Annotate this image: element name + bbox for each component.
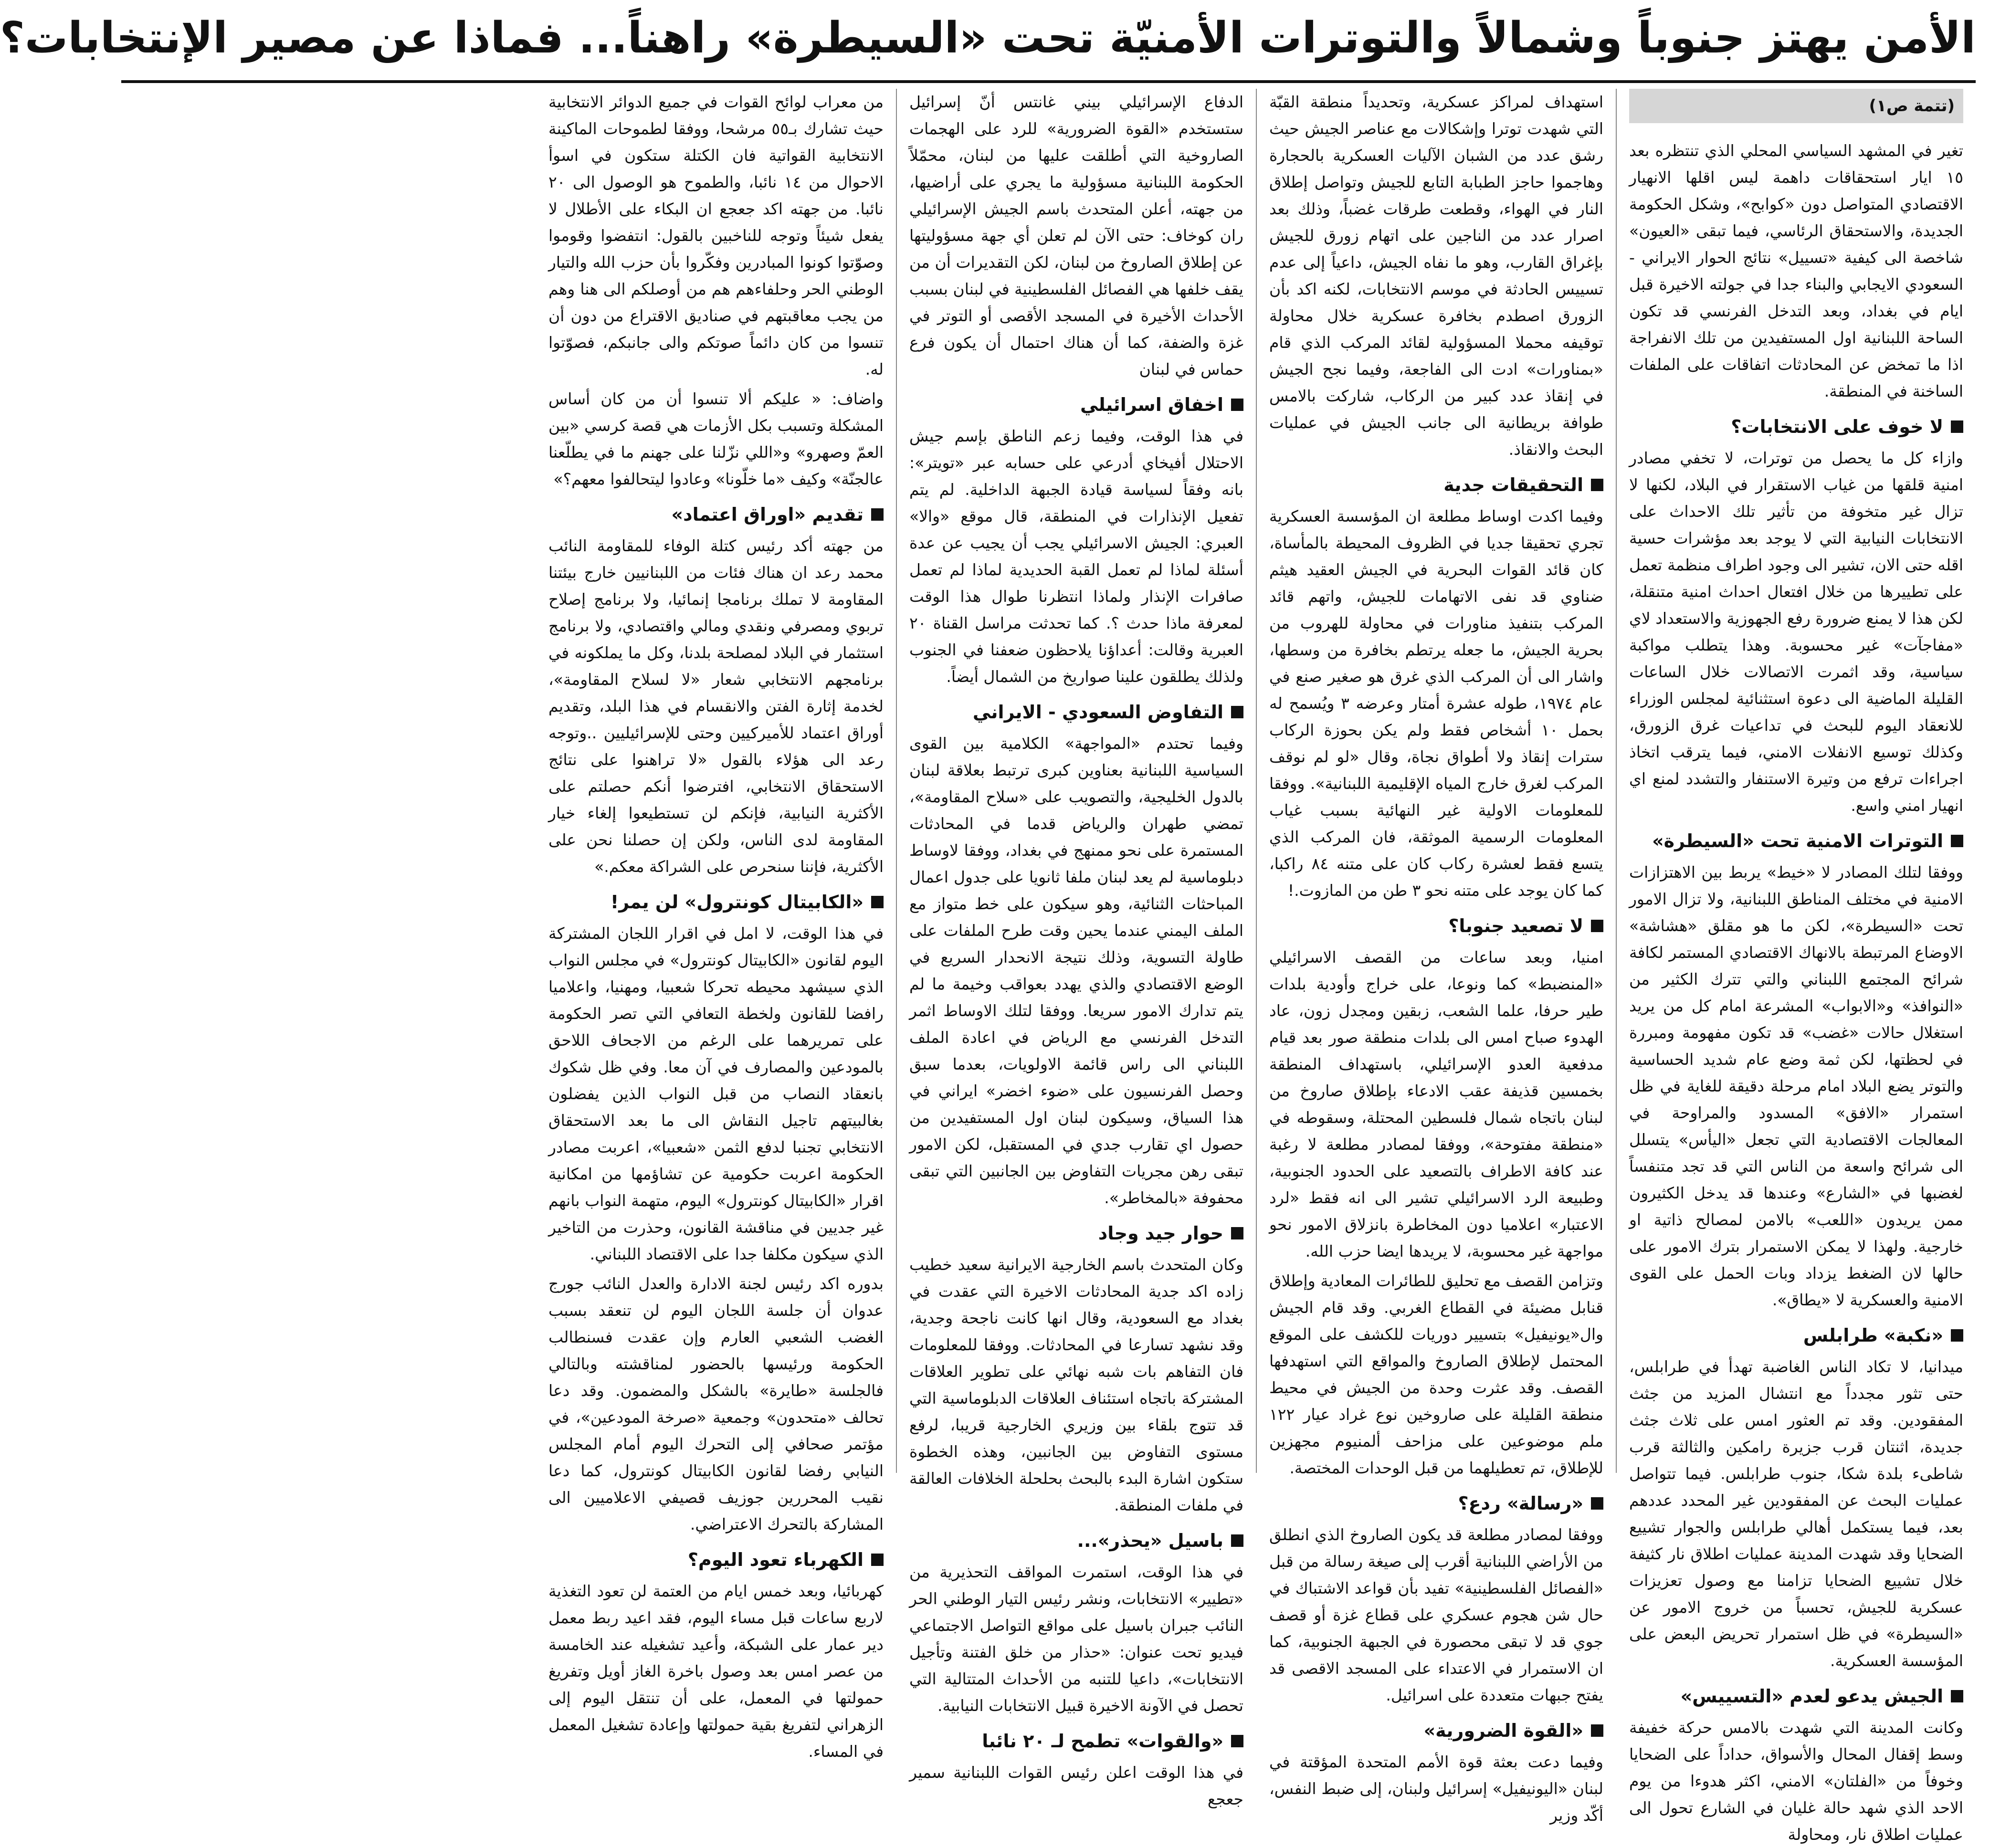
section-subheading bbox=[548, 501, 884, 528]
body-paragraph: وفيما اكدت اوساط مطلعة ان المؤسسة العسكرية تجري تحقيقا جديا في الظروف المحيطة بالمأساة، كان قائد القوات البحرية في الجيش العقيد هيثم ضناوي قد نفى الاتهامات للجيش، واتهم قائد المركب بتنفيذ مناورات في محاولة للهروب من بحرية الجيش، ما جعله يرتطم بخافرة من وسطها، واشار الى أن المركب الذي غرق هو صغير صنع في عام ١٩٧٤، طوله عشرة أمتار وعرضه ٣ ويُسمح له بحمل ١٠ أشخاص فقط ولم يكن بحوزة الركاب سترات إنقاذ ولا أطواق نجاة، وقال «لو لم نوقف المركب لغرق خارج المياه الإقليمية اللبنانية». ووفقا للمعلومات الاولية غير النهائية بسبب غياب المعلومات الرسمية الموثقة، فان المركب الذي يتسع فقط لعشرة ركاب كان على متنه ٨٤ راكبا، كما كان يوجد على متنه نحو ٣ طن من المازوت.! bbox=[1269, 507, 1604, 900]
body-paragraph: واضاف: « عليكم ألا تنسوا أن من كان أساس المشكلة وتسبب بكل الأزمات هي قصة كرسي «بين العمّ وصهرو» و«اللي نزّلنا على جهنم ما في يطلّعنا عالجنّة» وكيف «ما خلّونا» وعادوا ليتحالفوا معهم؟» bbox=[548, 389, 884, 488]
subheading-text: التفاوض السعودي - الايراني bbox=[972, 702, 1223, 723]
square-bullet-icon bbox=[1231, 1227, 1243, 1239]
subheading-text: «القوة الضرورية» bbox=[1423, 1720, 1583, 1741]
subheading-text: اخفاق اسرائيلي bbox=[1080, 394, 1223, 415]
section-subheading bbox=[1269, 913, 1603, 939]
section-subheading bbox=[1269, 1490, 1603, 1517]
body-paragraph: وكانت المدينة التي شهدت بالامس حركة خفيفة وسط إقفال المحال والأسواق، حداداً على الضحايا وخوفاً من «الفلتان» الامني، اكثر هدوءا من يوم الاحد الذي شهد حالة غليان في الشارع تحول الى عمليات اطلاق نار، ومحاولة bbox=[1629, 1718, 1963, 1844]
section-subheading bbox=[1629, 413, 1963, 440]
square-bullet-icon bbox=[1951, 1329, 1963, 1342]
section-subheading bbox=[909, 391, 1243, 418]
body-paragraph: في هذا الوقت، استمرت المواقف التحذيرية من «تطيير» الانتخابات، ونشر رئيس التيار الوطني الحر النائب جبران باسيل على مواقع التواصل الاجتماعي فيديو تحت عنوان: «حذار من خلق الفتنة وتأجيل الانتخابات»، داعيا للتنبه من الأحداث المتتالية التي تحصل في الآونة الاخيرة قبيل الانتخابات النيابية. bbox=[909, 1563, 1243, 1715]
page-headline: الأمن يهتز جنوباً وشمالاً والتوترات الأمنيّة تحت «السيطرة» راهناً... فماذا عن مصير الإنتخابات؟ bbox=[121, 0, 1976, 83]
square-bullet-icon bbox=[1591, 1724, 1603, 1737]
square-bullet-icon bbox=[1231, 706, 1243, 718]
subheading-text: التوترات الامنية تحت «السيطرة» bbox=[1652, 830, 1943, 851]
body-paragraph: ميدانيا، لا تكاد الناس الغاضبة تهدأ في طرابلس، حتى تثور مجدداً مع انتشال المزيد من جثث المفقودين. وقد تم العثور امس على ثلاث جثث جديدة، اثنتان قرب جزيرة رامكين والثالثة قرب شاطىء بلدة شكا، جنوب طرابلس. فيما تتواصل عمليات البحث عن المفقودين غير المحدد عددهم بعد، فيما يستكمل أهالي طرابلس والجوار تشييع الضحايا وقد شهدت المدينة عمليات اطلاق نار كثيفة خلال تشييع الضحايا تزامنا مع وصول تعزيزات عسكرية للجيش، تحسباً من خروج الامور عن «السيطرة» في ظل استمرار تحريض البعض على المؤسسة العسكرية. bbox=[1629, 1357, 1963, 1670]
section-subheading bbox=[909, 1728, 1243, 1754]
article-column-1 bbox=[1616, 89, 1976, 1844]
body-paragraph: وكان المتحدث باسم الخارجية الايرانية سعيد خطيب زاده اكد جدية المحادثات الاخيرة التي عقدت في بغداد مع السعودية، وقال انها كانت ناجحة وجدية، وقد نشهد تسارعا في المحادثات. ووفقا للمعلومات فان التفاهم بات شبه نهائي على تطوير العلاقات المشتركة باتجاه استئناف العلاقات الدبلوماسية التي قد تتوج بلقاء بين وزيري الخارجية قريبا، لرفع مستوى التفاوض بين الجانبين، وهذه الخطوة ستكون اشارة البدء بالبحث بحلحلة الخلافات العالقة في ملفات المنطقة. bbox=[909, 1255, 1243, 1514]
body-paragraph: الدفاع الإسرائيلي بيني غانتس أنّ إسرائيل ستستخدم «القوة الضرورية» للرد على الهجمات الصاروخية التي أطلقت عليها من لبنان، محمّلاً الحكومة اللبنانية مسؤولية ما يجري على أراضيها، من جهته، أعلن المتحدث باسم الجيش الإسرائيلي ران كوخاف: حتى الآن لم تعلن أي جهة مسؤوليتها عن إطلاق الصاروخ من لبنان، لكن التقديرات أن من يقف خلفها هي الفصائل الفلسطينية في لبنان بسبب الأحداث الأخيرة في المسجد الأقصى أو التوتر في غزة والضفة، كما أن هناك احتمال أن يكون فرع حماس في لبنان bbox=[909, 93, 1243, 378]
body-paragraph: وفيما دعت بعثة قوة الأمم المتحدة المؤقتة في لبنان «اليونيفيل» إسرائيل ولبنان، إلى ضبط النفس، أكّد وزير bbox=[1269, 1753, 1603, 1825]
subheading-text: لا تصعيد جنوبا؟ bbox=[1448, 915, 1583, 936]
section-subheading bbox=[1629, 1683, 1963, 1710]
square-bullet-icon bbox=[871, 896, 884, 908]
section-subheading bbox=[1629, 1322, 1963, 1349]
body-paragraph: تغير في المشهد السياسي المحلي الذي تنتظره بعد ١٥ ايار استحقاقات داهمة ليس اقلها الانهيار الاقتصادي المتواصل دون «كوابح»، وشكل الحكومة الجديدة، والاستحقاق الرئاسي، فيما تبقى «العيون» شاخصة الى كيفية «تسييل» نتائج الحوار الايراني - السعودي الايجابي والبناء جدا في جولته الاخيرة قبل ايام في بغداد، وبعد التدخل الفرنسي قد تكون الساحة اللبنانية اول المستفيدين من تلك الانفراجة اذا ما تمخض عن المحادثات اتفاقات على الملفات الساخنة في المنطقة. bbox=[1629, 141, 1963, 400]
square-bullet-icon bbox=[1951, 1690, 1963, 1702]
square-bullet-icon bbox=[1231, 1735, 1243, 1747]
square-bullet-icon bbox=[1231, 1534, 1243, 1547]
subheading-text: باسيل «يحذر»... bbox=[1077, 1530, 1223, 1551]
body-paragraph: استهداف لمراكز عسكرية، وتحديداً منطقة القبّة التي شهدت توترا وإشكالات مع عناصر الجيش حيث رشق عدد من الشبان الآليات العسكرية بالحجارة وهاجموا حاجز الطبابة التابع للجيش وتواصل إطلاق النار في الهواء، وقطعت طرقات غضباً، وذلك بعد اصرار عدد من الناجين على اتهام زورق للجيش بإغراق القارب، وهو ما نفاه الجيش، داعياً إلى عدم تسييس الحادثة في موسم الانتخابات، لكنه اكد بأن الزورق اصطدم بخافرة عسكرية خلال محاولة توقيفه محملا المسؤولية لقائد المركب الذي قام «بمناورات» ادت الى الفاجعة، وفيما نجح الجيش في إنقاذ عدد كبير من الركاب، شاركت بالامس طوافة بريطانية الى جانب الجيش في عمليات البحث والانقاذ. bbox=[1269, 93, 1603, 459]
section-subheading bbox=[1269, 1717, 1603, 1744]
body-paragraph: وازاء كل ما يحصل من توترات، لا تخفي مصادر امنية قلقها من غياب الاستقرار في البلاد، لكنها لا تزال غير متخوفة من تأثير تلك الاحداث على الانتخابات النيابية التي لا يوجد بعد مؤشرات حسية اقله حتى الان، تشير الى وجود اطراف منظمة تعمل على تطييرها من خلال افتعال احداث امنية متنقلة، لكن هذا لا يمنع ضرورة رفع الجهوزية والاستعداد لاي «مفاجآت» غير محسوبة. وهذا يتطلب مواكبة سياسية، وقد اثمرت الاتصالات خلال الساعات القليلة الماضية الى دعوة استثنائية لمجلس الوزراء للانعقاد اليوم للبحث في تداعيات غرق الزورق، وكذلك توسيع الانفلات الامني، فيما يترقب اتخاذ اجراءات ترفع من وتيرة الاستنفار والتشدد لمنع اي انهيار امني واسع. bbox=[1629, 449, 1963, 815]
square-bullet-icon bbox=[1591, 1497, 1603, 1510]
square-bullet-icon bbox=[1591, 479, 1603, 491]
subheading-text: حوار جيد وجاد bbox=[1098, 1223, 1223, 1244]
subheading-text: «والقوات» تطمح لـ ٢٠ نائبا bbox=[982, 1731, 1223, 1752]
body-paragraph: كهربائيا، وبعد خمس ايام من العتمة لن تعود التغذية لاربع ساعات قبل مساء اليوم، فقد اعيد ربط معمل دير عمار على الشبكة، وأعيد تشغيله عند الخامسة من عصر امس بعد وصول باخرة الغاز أويل وتفريغ حمولتها في المعمل، على أن تنتقل اليوم إلى الزهراني لتفريغ بقية حمولتها وإعادة تشغيل المعمل في المساء. bbox=[548, 1582, 884, 1761]
body-paragraph: بدوره اكد رئيس لجنة الادارة والعدل النائب جورج عدوان أن جلسة اللجان اليوم لن تنعقد بسبب الغضب الشعبي العارم وإن عقدت فسنطالب الحكومة ورئيسها بالحضور لمناقشته وبالتالي فالجلسة «طايرة» بالشكل والمضمون. وقد دعا تحالف «متحدون» وجمعية «صرخة المودعين»، في مؤتمر صحافي إلى التحرك اليوم أمام المجلس النيابي رفضا لقانون الكابيتال كونترول، كما دعا نقيب المحررين جوزيف قصيفي الاعلاميين الى المشاركة بالتحرك الاعتراضي. bbox=[548, 1274, 884, 1533]
article-column-3 bbox=[896, 89, 1256, 1808]
subheading-text: «الكابيتال كونترول» لن يمر! bbox=[610, 892, 863, 913]
body-paragraph: ووفقا لتلك المصادر لا «خيط» يربط بين الاهتزازات الامنية في مختلف المناطق اللبنانية، ولا تزال الامور تحت «السيطرة»، لكن ما هو مقلق «هشاشة» الاوضاع المرتبطة بالانهاك الاقتصادي المستمر لكافة شرائح المجتمع اللبناني والتي تترك الكثير من «النوافذ» و«الابواب» المشرعة امام كل من يريد استغلال حالات «غضب» قد تكون مفهومة ومبررة في لحظتها، لكن ثمة وضع عام شديد الحساسية والتوتر يضع البلاد امام مرحلة دقيقة للغاية في ظل استمرار «الافق» المسدود والمراوحة في المعالجات الاقتصادية التي تجعل «اليأس» يتسلل الى شرائح واسعة من الناس التي قد تجد متنفساً لغضبها في «الشارع» وعندها قد يدخل الكثيرون ممن يريدون «اللعب» بالامن لمصالح ذاتية او خارجية. ولهذا لا يمكن الاستمرار بترك الامور على حالها لان الضغط يزداد وبات الحمل على القوى الامنية والعسكرية لا «يطاق». bbox=[1629, 863, 1963, 1309]
section-subheading bbox=[909, 1220, 1243, 1247]
square-bullet-icon bbox=[1951, 835, 1963, 847]
section-subheading bbox=[1269, 472, 1603, 498]
subheading-text: التحقيقات جدية bbox=[1443, 474, 1583, 495]
square-bullet-icon bbox=[1591, 920, 1603, 932]
square-bullet-icon bbox=[871, 1554, 884, 1566]
section-subheading bbox=[1629, 828, 1963, 854]
square-bullet-icon bbox=[871, 508, 884, 521]
subheading-text: تقديم «اوراق اعتماد» bbox=[671, 504, 863, 525]
subheading-text: الكهرباء تعود اليوم؟ bbox=[687, 1549, 863, 1570]
article-columns bbox=[121, 89, 1976, 1844]
body-paragraph: في هذا الوقت، وفيما زعم الناطق بإسم جيش الاحتلال أفيخاي أدرعي على حسابه عبر «تويتر»: بانه وفقاً لسياسة قيادة الجبهة الداخلية. لم يتم تفعيل الإنذارات في المنطقة، قال موقع «والا» العبري: الجيش الاسرائيلي يجب أن يجيب عن عدة أسئلة لماذا لم تعمل القبة الحديدية لماذا لم تعمل صافرات الإنذار ولماذا انتظرنا طوال هذا الوقت لمعرفة ماذا حدث ؟. كما تحدثت مراسل القناة ٢٠ العبرية وقالت: أعداؤنا يلاحظون ضعفنا في الجنوب ولذلك يطلقون علينا صواريخ من الشمال أيضاً. bbox=[909, 427, 1243, 686]
subheading-text: «رسالة» ردع؟ bbox=[1458, 1493, 1583, 1514]
section-subheading bbox=[909, 1527, 1243, 1554]
section-subheading bbox=[909, 699, 1243, 725]
section-subheading bbox=[548, 889, 884, 915]
body-paragraph: ووفقا لمصادر مطلعة قد يكون الصاروخ الذي انطلق من الأراضي اللبنانية أقرب إلى صيغة رسالة من قبل «الفصائل الفلسطينية» تفيد بأن قواعد الاشتباك في حال شن هجوم عسكري على قطاع غزة أو قصف جوي قد لا تبقى محصورة في الجبهة الجنوبية، كما ان الاستمرار في الاعتداء على المسجد الاقصى قد يفتح جبهات متعددة على اسرائيل. bbox=[1269, 1525, 1603, 1704]
section-subheading bbox=[548, 1546, 884, 1573]
body-paragraph: من معراب لوائح القوات في جميع الدوائر الانتخابية حيث تشارك بـ٥٥ مرشحا، ووفقا لطموحات الماكينة الانتخابية القواتية فان الكتلة ستكون في اسوأ الاحوال من ١٤ نائبا، والطموح هو الوصول الى ٢٠ نائبا. من جهته اكد جعجع ان البكاء على الأطلال لا يفعل شيئاً وتوجه للناخبين بالقول: انتفضوا وقوموا وصوّتوا كونوا المبادرين وفكّروا بأن حزب الله والتيار الوطني الحر وحلفاءهم هم من أوصلكم الى هنا وهم من يجب معاقبتهم في صناديق الاقتراع من دون أن تنسوا من كان دائماً صوتكم والى جانبكم، فصوّتوا له. bbox=[548, 93, 884, 378]
square-bullet-icon bbox=[1951, 420, 1963, 433]
square-bullet-icon bbox=[1231, 399, 1243, 411]
body-paragraph: في هذا الوقت، لا امل في اقرار اللجان المشتركة اليوم لقانون «الكابيتال كونترول» في مجلس النواب الذي سيشهد محيطه تحركا شعبيا، ومهنيا، واعلاميا رافضا للقانون ولخطة التعافي التي تصر الحكومة على تمريرهما على الرغم من الاجحاف اللاحق بالمودعين والمصارف في آن معا. وفي ظل شكوك بانعقاد النصاب من قبل النواب الذين يفضلون بغالبيتهم تاجيل النقاش الى ما بعد الاستحقاق الانتخابي تجنبا لدفع الثمن «شعبيا»، اعربت مصادر الحكومة اعربت حكومية عن تشاؤمها من امكانية اقرار «الكابيتال كونترول» اليوم، متهمة النواب بانهم غير جديين في مناقشة القانون، وحذرت من التاخير الذي سيكون مكلفا جدا على الاقتصاد اللبناني. bbox=[548, 924, 884, 1263]
continued-from-page-label: (تتمة ص١) bbox=[1629, 89, 1963, 123]
body-paragraph: امنيا، وبعد ساعات من القصف الاسرائيلي «المنضبط» كما ونوعا، على خراج وأودية بلدات طير حرفا، علما الشعب، زبقين ومجدل زون، عاد الهدوء صباح امس الى بلدات منطقة صور بعد قيام مدفعية العدو الإسرائيلي، باستهداف المنطقة بخمسين قذيفة عقب الادعاء بإطلاق صاروخ من لبنان باتجاه شمال فلسطين المحتلة، وسقوطه في «منطقة مفتوحة»، ووفقا لمصادر مطلعة لا رغبة عند كافة الاطراف بالتصعيد على الحدود الجنوبية، وطبيعة الرد الاسرائيلي تشير الى انه فقط «لرد الاعتبار» اعلاميا دون المخاطرة بانزلاق الامور نحو مواجهة غير محسوبة، لا يريدها ايضا حزب الله. bbox=[1269, 948, 1603, 1260]
body-paragraph: وتزامن القصف مع تحليق للطائرات المعادية وإطلاق قنابل مضيئة في القطاع الغربي. وقد قام الجيش وال«يونيفيل» بتسيير دوريات للكشف على الموقع المحتمل لإطلاق الصاروخ والمواقع التي استهدفها القصف. وقد عثرت وحدة من الجيش في محيط منطقة القليلة على صاروخين نوع غراد عيار ١٢٢ ملم موضوعين على مزاحف ألمنيوم مجهزين للإطلاق، تم تعطيلهما من قبل الوحدات المختصة. bbox=[1269, 1271, 1603, 1477]
subheading-text: الجيش يدعو لعدم «التسييس» bbox=[1680, 1686, 1943, 1707]
body-paragraph: من جهته أكد رئيس كتلة الوفاء للمقاومة النائب محمد رعد ان هناك فئات من اللبنانيين خارج بيئتنا المقاومة لا تملك برنامجا إنمائيا، ولا برنامج إصلاح تربوي ومصرفي ونقدي ومالي واقتصادي، ولا برنامج استثمار في البلاد لمصلحة بلدنا، وكل ما يملكونه في برنامجهم الانتخابي شعار «لا لسلاح المقاومة»، لخدمة إثارة الفتن والانقسام في هذا البلد، وتقديم أوراق اعتماد للأميركيين وحتى للإسرائيليين ..وتوجه رعد الى هؤلاء بالقول «لا تراهنوا على نتائج الاستحقاق الانتخابي، افترضوا أنكم حصلتم على الأكثرية النيابية، فإنكم لن تستطيعوا إلغاء خيار المقاومة لدى الناس، ولكن إن حصلنا نحن على الأكثرية، فإننا سنحرص على الشراكة معكم.» bbox=[548, 536, 884, 876]
body-paragraph: وفيما تحتدم «المواجهة» الكلامية بين القوى السياسية اللبنانية بعناوين كبرى ترتبط بعلاقة لبنان بالدول الخليجية، والتصويب على «سلاح المقاومة»، تمضي طهران والرياض قدما في المحادثات المستمرة على نحو ممنهج في بغداد، ووفقا لاوساط دبلوماسية لم يعد لبنان ملفا ثانويا على جدول اعمال المباحثات الثنائية، وهو سيكون على خط متواز مع الملف اليمني عندما يحين وقت طرح الملفات على طاولة التسوية، وذلك نتيجة الانحدار السريع في الوضع الاقتصادي والذي يهدد بعواقب وخيمة ما لم يتم تدارك الامور سريعا. ووفقا لتلك الاوساط اثمر التدخل الفرنسي مع الرياض في اعادة الملف اللبناني الى راس قائمة الاولويات، بعدما سبق وحصل الفرنسيون على «ضوء اخضر» ايراني في هذا السياق، وسيكون لبنان اول المستفيدين من حصول اي تقارب جدي في المستقبل، لكن الامور تبقى رهن مجريات التفاوض بين الجانبين التي تبقى محفوفة «بالمخاطر». bbox=[909, 734, 1243, 1207]
article-column-4 bbox=[536, 89, 896, 1761]
body-paragraph: في هذا الوقت اعلن رئيس القوات اللبنانية سمير جعجع bbox=[909, 1763, 1243, 1808]
subheading-text: لا خوف على الانتخابات؟ bbox=[1731, 416, 1943, 437]
article-column-2 bbox=[1256, 89, 1616, 1825]
subheading-text: «نكبة» طرابلس bbox=[1803, 1325, 1943, 1346]
